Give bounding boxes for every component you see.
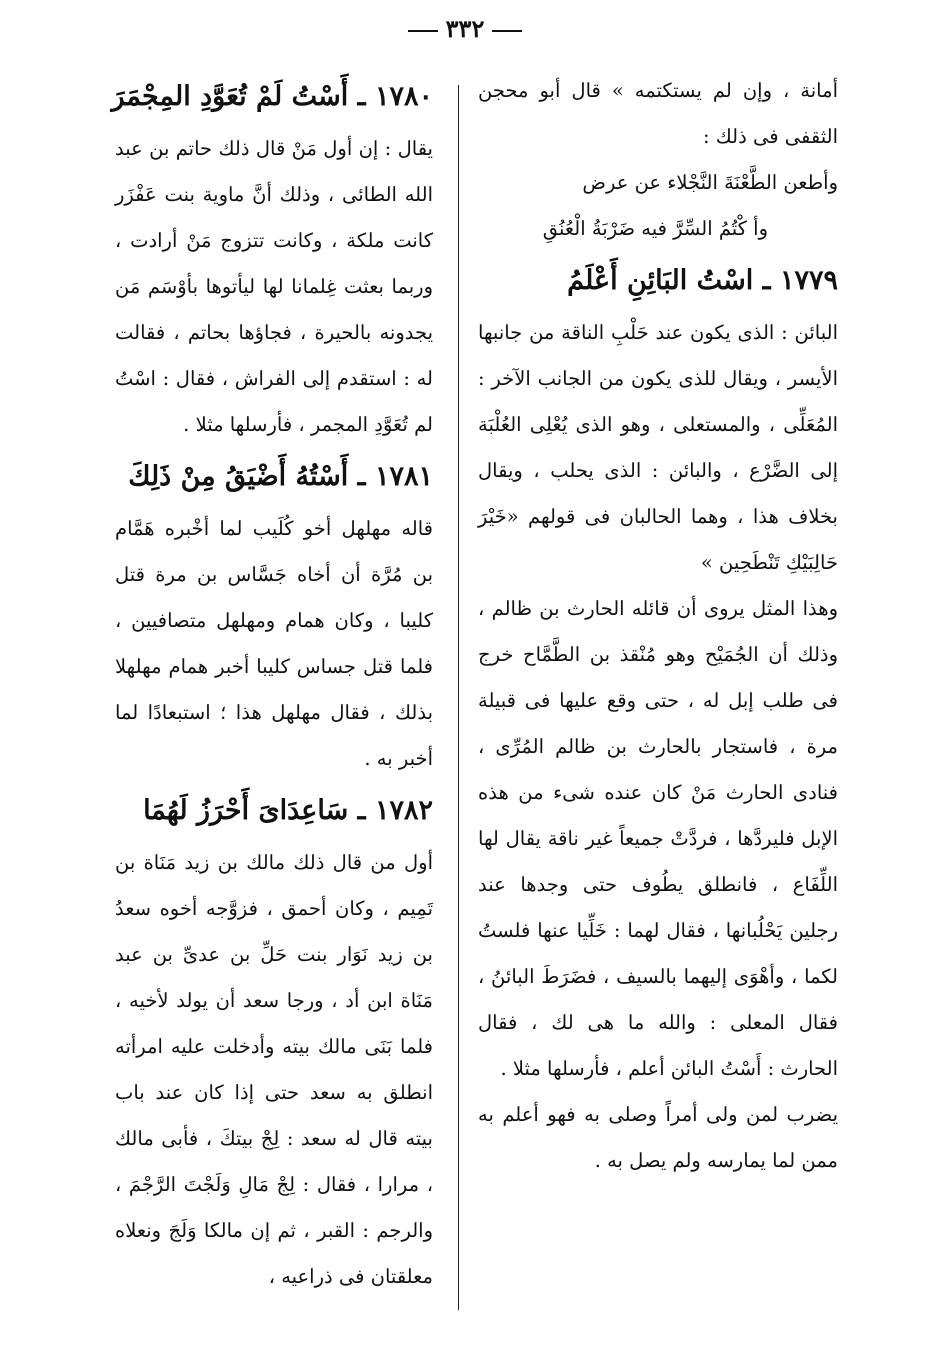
proverb-heading-1782: ١٧٨٢ ـ سَاعِدَاىَ أَحْرَزُ لَهُمَا	[143, 795, 433, 826]
left-column	[111, 68, 433, 1300]
paragraph-intro: أمانة ، وإن لم يستكتمه » قال أبو محجن الثقفى فى ذلك :	[478, 79, 838, 148]
page-number-dash-left	[408, 30, 438, 32]
paragraph-1780: يقال : إن أول مَنْ قال ذلك حاتم بن عبد الله الطائى ، وذلك أنَّ ماوية بنت عَفْزَر كانت ملكة ، وكانت تتزوج مَنْ أرادت ، وربما بعثت غِلمانا لها ليأتوها بأوْسَم مَن يجدونه بالحيرة ، فجاؤها بحاتم ، فقالت له : استقدم إلى الفراش ، فقال : اسْتُ لم تُعَوَّدِ المجمر ، فأرسلها مثلا .	[115, 137, 433, 436]
proverb-heading-1780: ١٧٨٠ ـ أَسْتُ لَمْ تُعَوَّدِ المِجْمَرَ	[111, 81, 433, 112]
verse-line-2: وأ كْتُمُ السِّرَّ فيه ضَرْبَةُ الْعُنُقِ	[542, 217, 768, 240]
page-number-text: ٣٣٢	[445, 14, 485, 43]
page-number-dash-right	[492, 30, 522, 32]
paragraph-1781: قاله مهلهل أخو كُلَيب لما أخْبره هَمَّام بن مُرَّة أن أخاه جَسَّاس بن مرة قتل كليبا ، وكان همام ومهلهل متصافيين ، فلما قتل جساس كليبا أخبر همام مهلهلا بذلك ، فقال مهلهل هذا ؛ استبعادًا لما أخبر به .	[115, 517, 433, 770]
proverb-heading-1779: ١٧٧٩ ـ اسْتُ البَائِنِ أَعْلَمُ	[567, 265, 838, 296]
paragraph-1779-story: وهذا المثل يروى أن قائله الحارث بن ظالم ، وذلك أن الجُمَيْح وهو مُنْقذ بن الطَّمَّاح خرج فى طلب إبل له ، حتى وقع عليها فى قبيلة مرة ، فاستجار بالحارث بن ظالم المُرِّى ، فنادى الحارث مَنْ كان عنده شىء من هذه الإبل فليردَّها ، فردَّتْ جميعاً غير ناقة يقال لها اللِّفَاع ، فانطلق يطُوف حتى وجدها عند رجلين يَحْلُبانها ، فقال لهما : خَلِّيا عنها فلستُ لكما ، وأهْوَى إليهما بالسيف ، فضَرَطَ البائنُ ، فقال المعلى : والله ما هى لك ، فقال الحارث : أَسْتُ البائن أعلم ، فأرسلها مثلا .	[478, 597, 838, 1080]
paragraph-1779-definition: البائن : الذى يكون عند حَلْبِ الناقة من جانبها الأيسر ، ويقال للذى يكون من الجانب الآخر : المُعَلِّى ، والمستعلى ، وهو الذى يُعْلِى العُلْبَة إلى الضَّرْع ، والبائن : الذى يحلب ، ويقال بخلاف هذا ، وهما الحالبان فى قولهم «خَيْرَ حَالِبَيْكِ تَنْطَحِين »	[478, 321, 838, 574]
page-number	[0, 14, 930, 43]
column-divider	[458, 85, 459, 1310]
right-column	[478, 68, 838, 1184]
verse-line-1: وأطعن الطَّعْنَةَ النَّجْلاء عن عرض	[582, 171, 838, 194]
proverb-heading-1781: ١٧٨١ ـ أَسْتُهُ أَضْيَقُ مِنْ ذَلِكَ	[128, 461, 433, 492]
paragraph-1782: أول من قال ذلك مالك بن زيد مَنَاة بن تَمِيم ، وكان أحمق ، فزوَّجه أخوه سعدُ بن زيد نَوَار بنت حَلِّ بن عدىِّ بن عبد مَنَاة ابن أد ، ورجا سعد أن يولد لأخيه ، فلما بَنَى مالك بيته وأدخلت عليه امرأته انطلق به سعد حتى إذا كان عند باب بيته قال له سعد : لِجْ بيتكَ ، فأبى مالك ، مرارا ، فقال : لِجْ مَالِ وَلَجْتَ الرَّجْمَ ، والرجم : القبر ، ثم إن مالكا وَلَجَ ونعلاه معلقتان فى ذراعيه ،	[115, 851, 433, 1288]
paragraph-1779-usage: يضرب لمن ولى أمراً وصلى به فهو أعلم به ممن لما يمارسه ولم يصل به .	[478, 1103, 838, 1172]
